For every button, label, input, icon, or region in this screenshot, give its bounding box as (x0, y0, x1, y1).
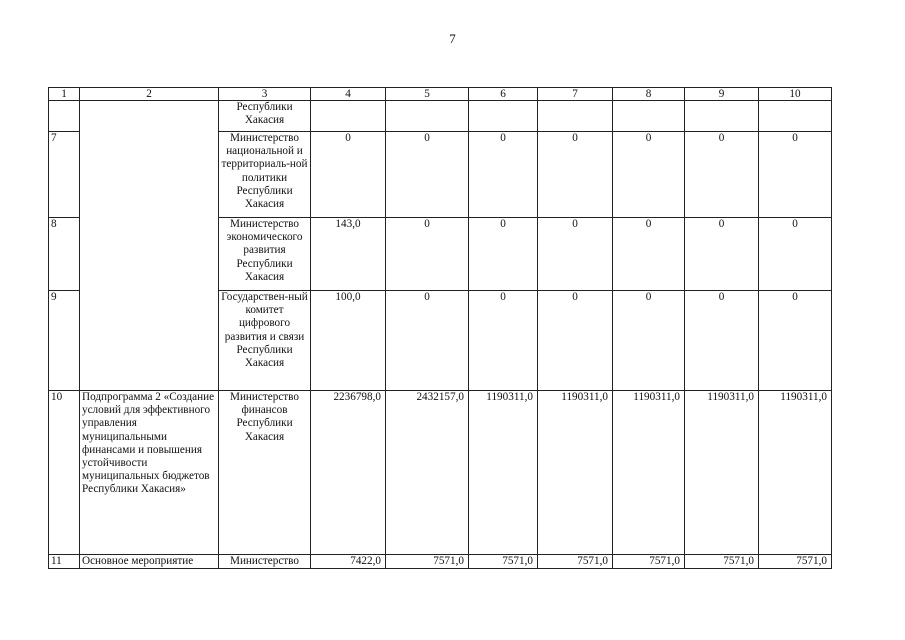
header-cell: 3 (219, 88, 311, 101)
value-cell: 0 (386, 218, 469, 291)
value-cell: 1190311,0 (613, 391, 685, 555)
value-cell (469, 101, 538, 132)
value-cell: 0 (759, 132, 832, 218)
header-cell: 9 (685, 88, 759, 101)
page-number: 7 (449, 31, 456, 46)
value-cell: 0 (386, 291, 469, 391)
header-cell: 7 (538, 88, 613, 101)
value-cell: 0 (759, 291, 832, 391)
value-cell: 0 (613, 132, 685, 218)
value-cell: 0 (469, 218, 538, 291)
value-cell: 0 (613, 291, 685, 391)
row-number-cell: 11 (49, 555, 80, 569)
table-row (49, 555, 832, 569)
value-cell: 0 (538, 291, 613, 391)
value-cell: 7571,0 (759, 555, 832, 569)
value-cell: 2432157,0 (386, 391, 469, 555)
value-cell (311, 101, 386, 132)
agency-cell: Министерство национальной и территориаль-ной политики Республики Хакасия (219, 132, 311, 218)
value-cell: 7571,0 (469, 555, 538, 569)
value-cell: 0 (469, 132, 538, 218)
value-cell: 7422,0 (311, 555, 386, 569)
table-row (49, 101, 832, 132)
value-cell (685, 101, 759, 132)
budget-table (48, 87, 832, 569)
value-cell (759, 101, 832, 132)
agency-cell: Министерство (219, 555, 311, 569)
value-cell: 1190311,0 (685, 391, 759, 555)
header-cell: 10 (759, 88, 832, 101)
value-cell: 0 (311, 132, 386, 218)
value-cell (386, 101, 469, 132)
header-cell: 6 (469, 88, 538, 101)
value-cell: 0 (538, 132, 613, 218)
header-cell: 2 (80, 88, 219, 101)
agency-cell: Министерство экономического развития Республики Хакасия (219, 218, 311, 291)
value-cell: 1190311,0 (469, 391, 538, 555)
value-cell: 0 (469, 291, 538, 391)
value-cell: 100,0 (311, 291, 386, 391)
value-cell: 1190311,0 (759, 391, 832, 555)
value-cell: 0 (613, 218, 685, 291)
value-cell: 0 (386, 132, 469, 218)
header-cell: 1 (49, 88, 80, 101)
header-row (49, 88, 832, 101)
value-cell: 143,0 (311, 218, 386, 291)
row-number-cell: 7 (49, 132, 80, 218)
program-cell: Основное мероприятие (80, 555, 219, 569)
value-cell: 7571,0 (613, 555, 685, 569)
value-cell: 0 (685, 218, 759, 291)
value-cell: 0 (759, 218, 832, 291)
value-cell: 0 (685, 132, 759, 218)
row-number-cell: 9 (49, 291, 80, 391)
row-number-cell (49, 101, 80, 132)
value-cell: 0 (538, 218, 613, 291)
value-cell (538, 101, 613, 132)
row-number-cell: 10 (49, 391, 80, 555)
row-number-cell: 8 (49, 218, 80, 291)
agency-cell: Государствен-ный комитет цифрового развития и связи Республики Хакасия (219, 291, 311, 391)
value-cell: 1190311,0 (538, 391, 613, 555)
header-cell: 4 (311, 88, 386, 101)
value-cell: 7571,0 (685, 555, 759, 569)
table-row (49, 391, 832, 555)
program-cell: Подпрограмма 2 «Создание условий для эффективного управления муниципальными финансами и повышения устойчивости муниципальных бюджетов Республики Хакасия» (80, 391, 219, 555)
value-cell: 2236798,0 (311, 391, 386, 555)
value-cell (613, 101, 685, 132)
agency-cell: Республики Хакасия (219, 101, 311, 132)
value-cell: 7571,0 (538, 555, 613, 569)
program-cell (80, 101, 219, 391)
value-cell: 0 (685, 291, 759, 391)
agency-cell: Министерство финансов Республики Хакасия (219, 391, 311, 555)
header-cell: 5 (386, 88, 469, 101)
header-cell: 8 (613, 88, 685, 101)
value-cell: 7571,0 (386, 555, 469, 569)
